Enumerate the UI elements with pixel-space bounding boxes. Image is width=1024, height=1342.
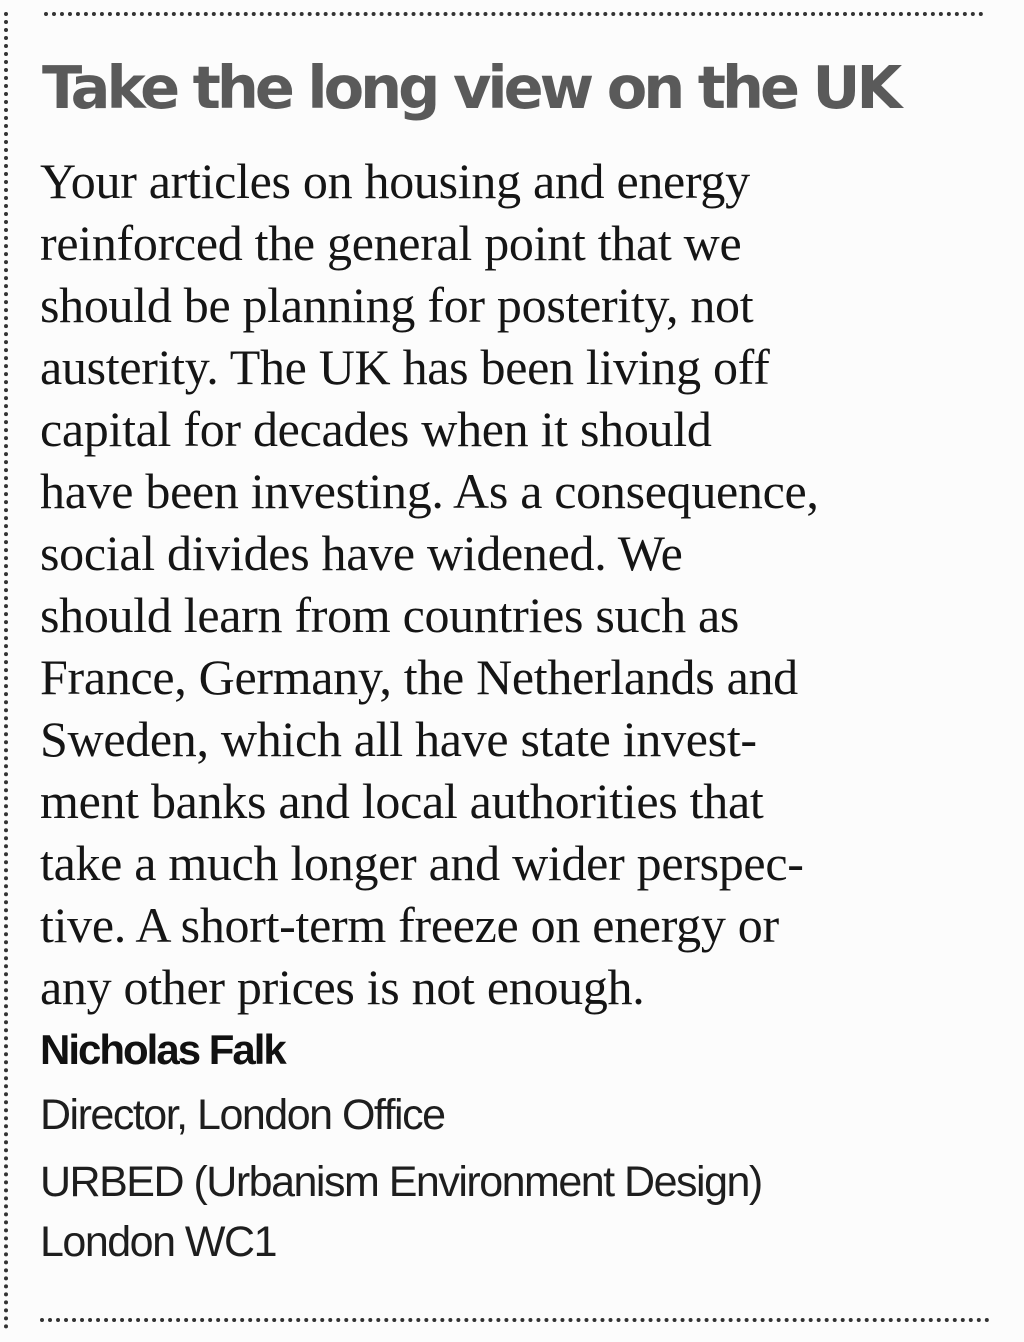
body-line: Sweden, which all have state invest- (40, 711, 757, 767)
body-line: France, Germany, the Netherlands and (40, 649, 798, 705)
dotted-border-top (44, 12, 984, 16)
letter-body (40, 150, 985, 1018)
body-line: ment banks and local authorities that (40, 773, 764, 829)
body-line: take a much longer and wider perspec- (40, 835, 804, 891)
body-line: any other prices is not enough. (40, 959, 645, 1015)
body-line: tive. A short-term freeze on energy or (40, 897, 779, 953)
author-location: London WC1 (40, 1218, 276, 1266)
body-line: reinforced the general point that we (40, 215, 742, 271)
body-line: should learn from countries such as (40, 587, 740, 643)
body-line: capital for decades when it should (40, 401, 712, 457)
letter-headline: Take the long view on the UK (42, 53, 899, 122)
body-line: Your articles on housing and energy (40, 153, 750, 209)
author-name: Nicholas Falk (40, 1026, 285, 1073)
author-organisation: URBED (Urbanism Environment Design) (40, 1158, 762, 1206)
body-line: social divides have widened. We (40, 525, 683, 581)
author-title: Director, London Office (40, 1091, 445, 1139)
body-line: should be planning for posterity, not (40, 277, 754, 333)
dotted-border-left (4, 12, 8, 1330)
body-line: austerity. The UK has been living off (40, 339, 770, 395)
body-line: have been investing. As a consequence, (40, 463, 819, 519)
dotted-border-bottom (40, 1318, 990, 1322)
